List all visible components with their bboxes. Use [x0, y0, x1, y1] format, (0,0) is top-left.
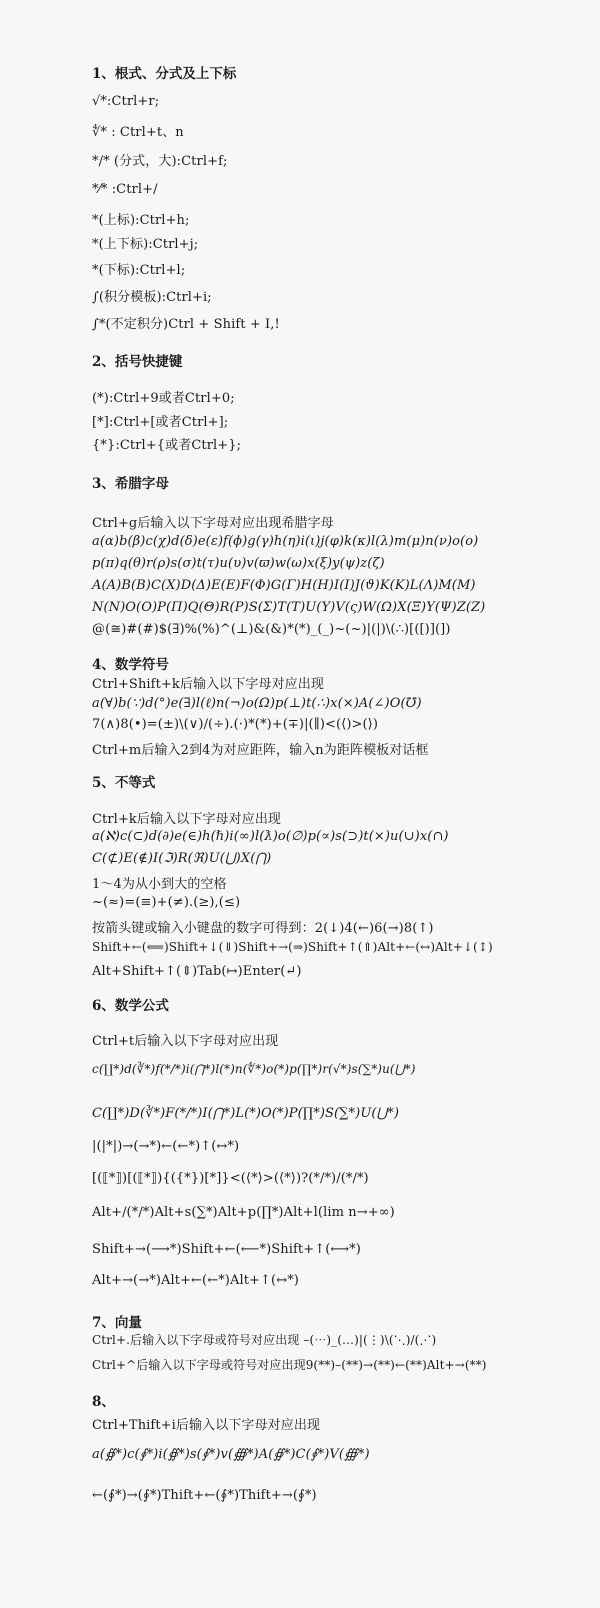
line-3-4: A(A)B(B)C(X)D(Δ)E(E)F(Φ)G(Γ)H(H)I(I)J(ϑ)K(K)L(Λ)M(M)	[92, 578, 476, 593]
line-5-8: Alt+Shift+↑(⇕)Tab(↦)Enter(↵)	[92, 964, 302, 979]
section-title-1: 1、根式、分式及上下标	[92, 66, 237, 82]
line-6-5: [(⟦*⟧)[(⟦*⟧){({*})[*]}<(⟨*⟩>(⟨*⟩)?(*/*)/(*/*)	[92, 1171, 369, 1186]
line-6-8: Alt+→(→*)Alt+←(←*)Alt+↑(↔*)	[92, 1273, 299, 1288]
line-4-4: Ctrl+m后输入2到4为对应距阵，输入n为距阵模板对话框	[92, 743, 429, 758]
line-5-6: 按箭头键或输入小键盘的数字可得到：2(↓)4(←)6(→)8(↑)	[92, 921, 434, 936]
line-4-2: a(∀)b(∵)d(°)e(∃)l(ℓ)n(¬)o(Ω)p(⊥)t(∴)x(×)A(∠)O(℧)	[92, 696, 422, 711]
line-1-2: ∜* : Ctrl+t、n	[92, 125, 184, 140]
section-title-7: 7、向量	[92, 1315, 142, 1331]
line-3-1: Ctrl+g后输入以下字母对应出现希腊字母	[92, 516, 334, 531]
line-5-2: a(ℵ)c(⊂)d(∂)e(∈)h(ℏ)i(∞)l(ƛ)o(∅)p(∝)s(⊃)t(×)u(∪)x(∩)	[92, 829, 449, 844]
section-title-6: 6、数学公式	[92, 998, 169, 1014]
line-1-5: *(上标):Ctrl+h;	[92, 213, 190, 228]
line-2-2: [*]:Ctrl+[或者Ctrl+];	[92, 415, 229, 430]
line-2-1: (*):Ctrl+9或者Ctrl+0;	[92, 391, 235, 406]
line-2-3: {*}:Ctrl+{或者Ctrl+};	[92, 438, 242, 453]
line-4-1: Ctrl+Shift+k后输入以下字母对应出现	[92, 677, 324, 692]
line-5-3: C(⊄)E(∉)I(ℑ)R(ℜ)U(⋃)X(⋂)	[92, 851, 272, 866]
line-7-2: Ctrl+^后输入以下字母或符号对应出现9(**)–(**)→(**)←(**)Alt+→(**)	[92, 1358, 487, 1372]
line-5-4: 1～4为从小到大的空格	[92, 877, 227, 892]
section-title-8: 8、	[92, 1394, 115, 1410]
line-5-5: ~(≈)=(≡)+(≠).(≥),(≤)	[92, 895, 241, 910]
section-title-2: 2、括号快捷键	[92, 354, 183, 370]
line-1-1: √*:Ctrl+r;	[92, 94, 160, 109]
line-6-7: Shift+→(⟶*)Shift+←(⟵*)Shift+↑(⟷*)	[92, 1242, 361, 1257]
line-1-7: *(下标):Ctrl+l;	[92, 263, 186, 278]
section-title-4: 4、数学符号	[92, 657, 169, 673]
line-7-1: Ctrl+.后输入以下字母或符号对应出现 –(⋯)_(…)|(⋮)\(⋱)/(⋰)	[92, 1333, 437, 1347]
line-1-4: *⁄* :Ctrl+/	[92, 182, 158, 197]
section-title-5: 5、不等式	[92, 775, 156, 791]
line-3-2: a(α)b(β)c(χ)d(δ)e(ε)f(ϕ)g(γ)h(η)i(ι)j(φ)k(κ)l(λ)m(μ)n(ν)o(ο)	[92, 534, 479, 549]
line-6-1: Ctrl+t后输入以下字母对应出现	[92, 1034, 279, 1049]
line-1-3: */* (分式，大):Ctrl+f;	[92, 154, 228, 169]
line-6-4: |(|*|)→(→*)←(←*)↑(↔*)	[92, 1139, 240, 1154]
line-6-6: Alt+/(*/*)Alt+s(∑*)Alt+p(∏*)Alt+l(lim n→+∞)	[92, 1205, 395, 1220]
line-8-1: Ctrl+Thift+i后输入以下字母对应出现	[92, 1418, 321, 1433]
line-1-8: ∫(积分模板):Ctrl+i;	[92, 290, 212, 305]
section-title-3: 3、希腊字母	[92, 476, 169, 492]
line-6-2: c(∐*)d(∛*)f(*/*)i(⋂*)l(*)n(∜*)o(*)p(∏*)r(√*)s(∑*)u(⋃*)	[92, 1062, 416, 1076]
line-1-6: *(上下标):Ctrl+j;	[92, 237, 199, 252]
line-3-6: @(≅)#(#)$(∃)%(%)^(⊥)&(&)*(*)_(_)~(~)|(|)\(∴)[([)](])	[92, 622, 451, 637]
line-8-3: ←(∮*)→(∮*)Thift+←(∮*)Thift+→(∮*)	[92, 1488, 317, 1503]
line-5-7: Shift+←(⟸)Shift+↓(⇓)Shift+→(⇒)Shift+↑(⇑)Alt+←(↔)Alt+↓(↕)	[92, 940, 493, 954]
line-4-3: 7(∧)8(•)=(±)\(∨)/(÷).(·)*(*)+(∓)|(∥)<(⟨)>(⟩)	[92, 717, 379, 732]
line-1-9: ∫*(不定积分)Ctrl + Shift + I,!	[92, 317, 280, 332]
line-8-2: a(∯*)c(∮*)i(∯*)s(∮*)v(∰*)A(∯*)C(∮*)V(∰*)	[92, 1447, 370, 1462]
line-3-3: p(π)q(θ)r(ρ)s(σ)t(τ)u(υ)v(ϖ)w(ω)x(ξ)y(ψ)z(ζ)	[92, 556, 385, 571]
line-5-1: Ctrl+k后输入以下字母对应出现	[92, 812, 282, 827]
line-6-3: C(∐*)D(∛*)F(*/*)I(⋂*)L(*)O(*)P(∏*)S(∑*)U(⋃*)	[92, 1106, 400, 1121]
line-3-5: N(N)O(O)P(Π)Q(Θ)R(P)S(Σ)T(T)U(Υ)V(ς)W(Ω)X(Ξ)Y(Ψ)Z(Z)	[92, 600, 486, 615]
